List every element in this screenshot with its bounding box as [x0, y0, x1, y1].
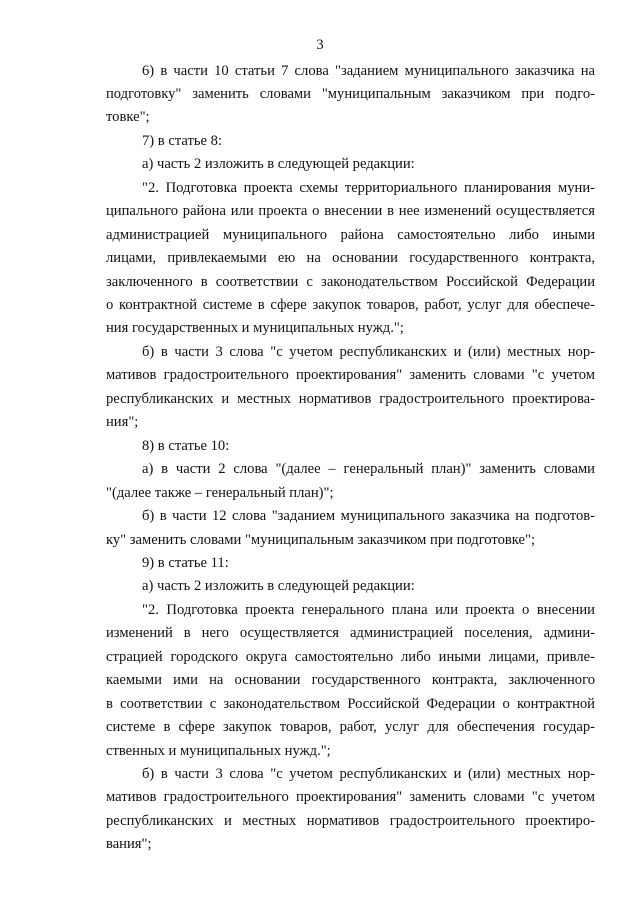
text-line: мативов градостроительного проектирования" заменить словами "с учетом [106, 789, 595, 806]
text-line: ципального района или проекта о внесении в нее изменений осуществляется [106, 203, 595, 220]
text-line: мативов градостроительного проектирования" заменить словами "с учетом [106, 367, 595, 384]
text-line: заключенного в соответствии с законодательством Российской Федерации [106, 273, 595, 290]
text-line: а) часть 2 изложить в следующей редакции: [142, 578, 415, 595]
text-line: б) в части 3 слова "с учетом республиканских и (или) местных нор- [142, 766, 595, 782]
text-line: лицами, привлекаемыми ею на основании государственного контракта, [106, 250, 595, 267]
text-line: ния"; [106, 414, 139, 431]
text-line: 8) в статье 10: [142, 437, 230, 454]
text-line: а) часть 2 изложить в следующей редакции: [142, 156, 415, 173]
text-line: системе в сфере закупок товаров, работ, услуг для обеспечения государ- [106, 719, 595, 736]
text-line: ственных и муниципальных нужд."; [106, 742, 331, 759]
text-line: б) в части 12 слова "заданием муниципального заказчика на подготов- [142, 508, 595, 525]
text-line: товке"; [106, 109, 150, 126]
text-line: 9) в статье 11: [142, 555, 229, 571]
text-line: а) в части 2 слова "(далее – генеральный план)" заменить словами [142, 461, 595, 478]
text-line: "2. Подготовка проекта схемы территориального планирования муни- [142, 179, 595, 196]
page-number: 3 [316, 37, 324, 53]
text-line: республиканских и местных нормативов градостроительного проектиро- [106, 812, 595, 829]
text-line: б) в части 3 слова "с учетом республиканских и (или) местных нор- [142, 343, 595, 360]
text-line: в соответствии с законодательством Российской Федерации о контрактной [106, 695, 595, 712]
text-line: "2. Подготовка проекта генерального плана или проекта о внесении [142, 601, 595, 618]
text-line: ку" заменить словами "муниципальным заказчиком при подготовке"; [106, 531, 536, 548]
text-line: каемыми ими на основании государственного контракта, заключенного [106, 672, 595, 689]
text-line: вания"; [106, 836, 152, 853]
text-line: о контрактной системе в сфере закупок товаров, работ, услуг для обеспече- [106, 297, 595, 313]
text-line: изменений в него осуществляется администрацией поселения, админи- [106, 625, 595, 642]
text-line: 6) в части 10 статьи 7 слова "заданием муниципального заказчика на [142, 62, 595, 79]
text-line: страцией городского округа самостоятельно либо иными лицами, привле- [106, 648, 595, 665]
text-line: республиканских и местных нормативов градостроительного проектирова- [106, 390, 595, 407]
text-line: "(далее также – генеральный план)"; [106, 484, 334, 501]
text-line: 7) в статье 8: [142, 132, 222, 149]
text-line: подготовку" заменить словами "муниципальным заказчиком при подго- [106, 86, 595, 102]
text-line: администрацией муниципального района самостоятельно либо иными [106, 226, 595, 243]
text-line: ния государственных и муниципальных нужд."; [106, 320, 404, 337]
